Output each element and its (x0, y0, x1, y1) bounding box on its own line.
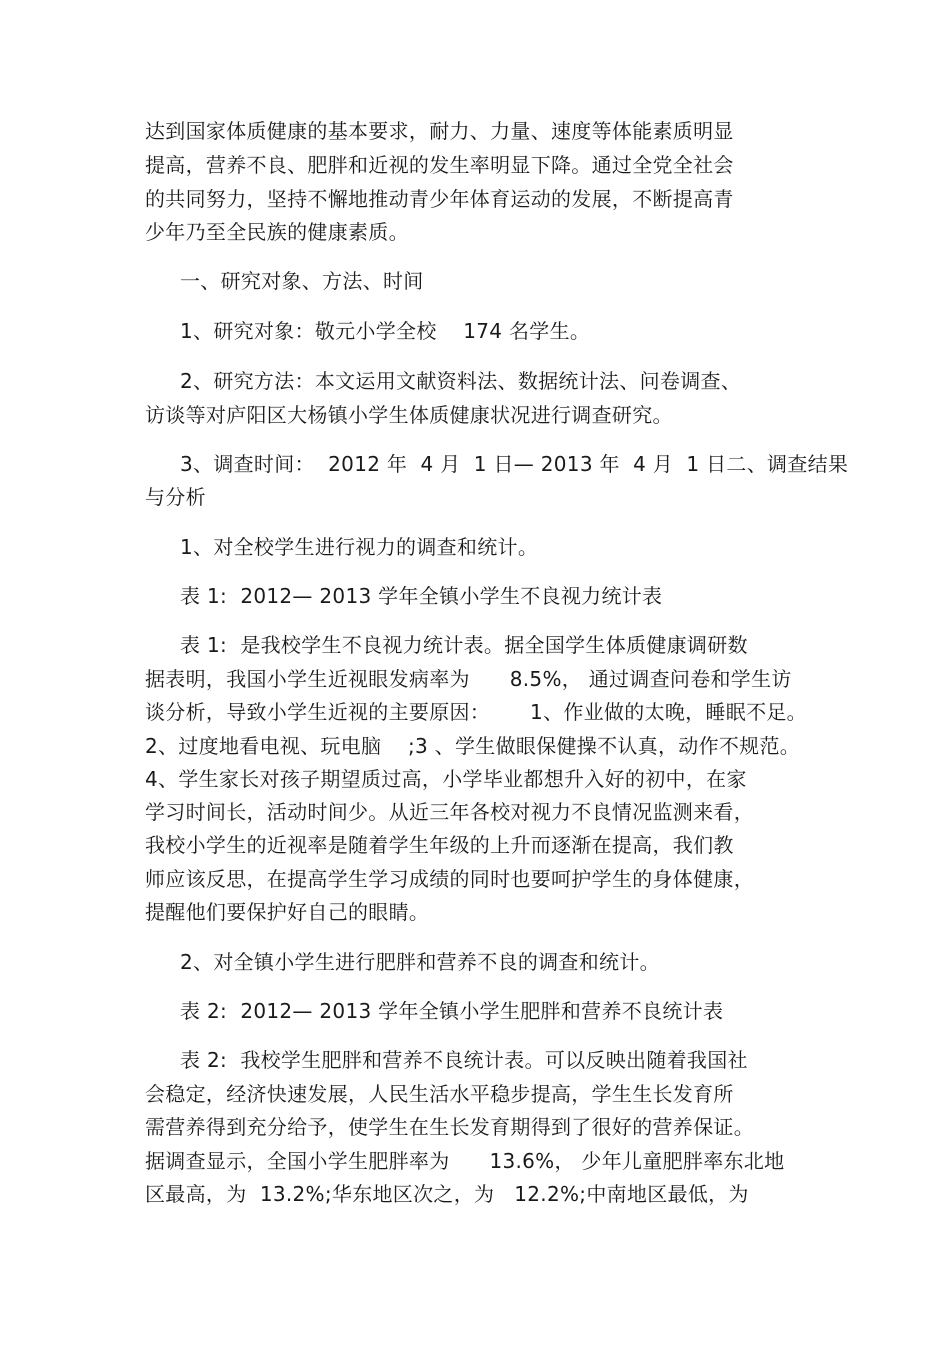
text-line: 的共同努力，坚持不懈地推动青少年体育运动的发展，不断提高青 (145, 187, 734, 211)
text-line: 师应该反思，在提高学生学习成绩的同时也要呵护学生的身体健康， (145, 867, 754, 891)
table-caption: 表 2: 2012— 2013 学年全镇小学生肥胖和营养不良统计表 (180, 999, 724, 1023)
text-line: 提高，营养不良、肥胖和近视的发生率明显下降。通过全党全社会 (145, 153, 734, 177)
text-line: 我校小学生的近视率是随着学生年级的上升而逐渐在提高，我们教 (145, 833, 734, 857)
text-line: 2、过度地看电视、玩电脑 ;3 、学生做眼保健操不认真，动作不规范。 (145, 734, 801, 758)
text-line: 会稳定，经济快速发展，人民生活水平稳步提高，学生生长发育所 (145, 1082, 734, 1106)
text-line: 需营养得到充分给予，使学生在生长发育期得到了很好的营养保证。 (145, 1115, 754, 1139)
text-line: 3、调查时间： 2012 年 4 月 1 日— 2013 年 4 月 1 日二、调查结果 (180, 452, 849, 476)
text-line: 2、对全镇小学生进行肥胖和营养不良的调查和统计。 (180, 950, 660, 974)
text-line: 访谈等对庐阳区大杨镇小学生体质健康状况进行调查研究。 (145, 403, 673, 427)
text-line: 少年乃至全民族的健康素质。 (145, 220, 409, 244)
text-line: 4、学生家长对孩子期望质过高，小学毕业都想升入好的初中，在家 (145, 767, 747, 791)
text-line: 据调查显示，全国小学生肥胖率为 13.6%， 少年儿童肥胖率东北地 (145, 1149, 785, 1173)
text-line: 1、研究对象：敬元小学全校 174 名学生。 (180, 319, 591, 343)
text-line: 达到国家体质健康的基本要求，耐力、力量、速度等体能素质明显 (145, 119, 734, 143)
text-line: 与分析 (145, 485, 206, 509)
text-line: 表 1: 是我校学生不良视力统计表。据全国学生体质健康调研数 (180, 633, 748, 657)
table-caption: 表 1: 2012— 2013 学年全镇小学生不良视力统计表 (180, 584, 663, 608)
text-line: 2、研究方法：本文运用文献资料法、数据统计法、问卷调查、 (180, 369, 742, 393)
section-heading: 一、研究对象、方法、时间 (180, 269, 424, 293)
text-line: 区最高，为 13.2%;华东地区次之，为 12.2%;中南地区最低，为 (145, 1182, 749, 1206)
text-line: 表 2: 我校学生肥胖和营养不良统计表。可以反映出随着我国社 (180, 1048, 748, 1072)
text-line: 提醒他们要保护好自己的眼睛。 (145, 900, 430, 924)
text-line: 学习时间长，活动时间少。从近三年各校对视力不良情况监测来看， (145, 800, 754, 824)
text-line: 1、对全校学生进行视力的调查和统计。 (180, 535, 539, 559)
text-line: 据表明，我国小学生近视眼发病率为 8.5%， 通过调查问卷和学生访 (145, 667, 792, 691)
text-line: 谈分析，导致小学生近视的主要原因： 1、作业做的太晚，睡眠不足。 (145, 700, 807, 724)
